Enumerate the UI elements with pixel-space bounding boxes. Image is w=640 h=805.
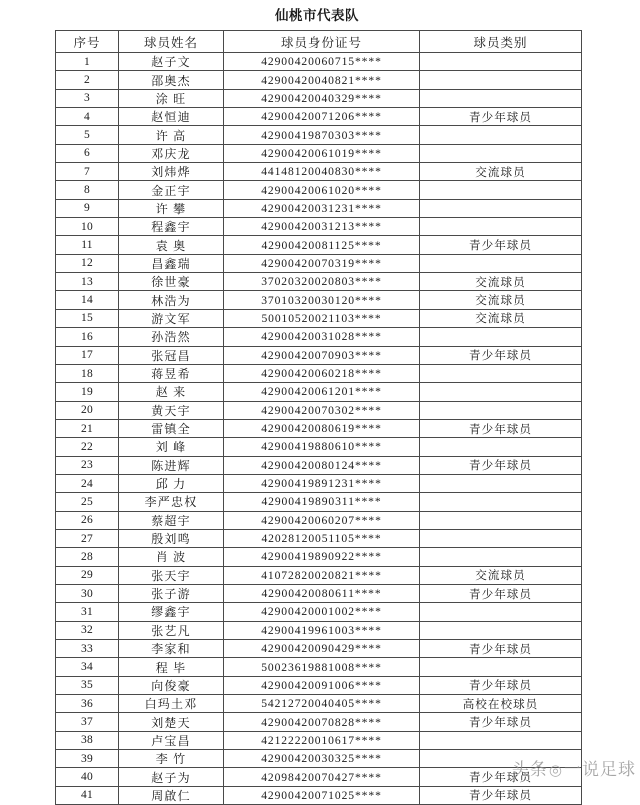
table-row: [56, 419, 582, 437]
cell-name: 刘楚天: [119, 713, 224, 731]
cell-index: 11: [56, 236, 119, 254]
cell-category: 青少年球员: [420, 640, 582, 658]
cell-index: 3: [56, 89, 119, 107]
table-row: [56, 750, 582, 768]
cell-index: 9: [56, 199, 119, 217]
cell-name: 林浩为: [119, 291, 224, 309]
cell-name: 许 攀: [119, 199, 224, 217]
table-row: [56, 89, 582, 107]
cell-category: 交流球员: [420, 309, 582, 327]
cell-category: 交流球员: [420, 273, 582, 291]
cell-name: 刘炜烨: [119, 163, 224, 181]
cell-name: 刘 峰: [119, 438, 224, 456]
cell-name: 殷刘鸣: [119, 529, 224, 547]
cell-id: 42900420070828****: [224, 713, 420, 731]
cell-category: [420, 71, 582, 89]
column-header-name: 球员姓名: [119, 31, 224, 53]
cell-category: 交流球员: [420, 291, 582, 309]
cell-index: 7: [56, 163, 119, 181]
cell-index: 5: [56, 126, 119, 144]
cell-id: 42900420030325****: [224, 750, 420, 768]
cell-name: 蒋昱希: [119, 364, 224, 382]
cell-id: 42900420070903****: [224, 346, 420, 364]
table-row: [56, 346, 582, 364]
cell-name: 缪鑫宇: [119, 603, 224, 621]
cell-id: 42900420060218****: [224, 364, 420, 382]
cell-index: 19: [56, 383, 119, 401]
cell-category: [420, 493, 582, 511]
cell-category: 青少年球员: [420, 108, 582, 126]
cell-name: 蔡超宇: [119, 511, 224, 529]
cell-index: 12: [56, 254, 119, 272]
cell-category: [420, 511, 582, 529]
roster-table-container: [55, 30, 581, 805]
page-title: 仙桃市代表队: [275, 8, 359, 23]
cell-category: [420, 144, 582, 162]
cell-name: 陈进辉: [119, 456, 224, 474]
cell-name: 昌鑫瑞: [119, 254, 224, 272]
table-row: [56, 768, 582, 786]
table-row: [56, 658, 582, 676]
column-header-id: 球员身份证号: [224, 31, 420, 53]
cell-id: 42900419870303****: [224, 126, 420, 144]
cell-index: 32: [56, 621, 119, 639]
cell-id: 50010520021103****: [224, 309, 420, 327]
table-row: [56, 218, 582, 236]
cell-index: 4: [56, 108, 119, 126]
cell-index: 34: [56, 658, 119, 676]
cell-category: 青少年球员: [420, 346, 582, 364]
table-header: [56, 31, 582, 53]
cell-index: 20: [56, 401, 119, 419]
cell-name: 袁 奥: [119, 236, 224, 254]
cell-name: 张子游: [119, 584, 224, 602]
cell-id: 42900420061019****: [224, 144, 420, 162]
table-row: [56, 640, 582, 658]
cell-id: 42900420040329****: [224, 89, 420, 107]
cell-id: 42900420061201****: [224, 383, 420, 401]
cell-index: 29: [56, 566, 119, 584]
watermark-logo-icon: ◎: [548, 763, 563, 779]
cell-id: 42900420031213****: [224, 218, 420, 236]
table-row: [56, 401, 582, 419]
table-row: [56, 786, 582, 804]
cell-name: 许 高: [119, 126, 224, 144]
cell-name: 周啟仁: [119, 786, 224, 804]
cell-category: [420, 474, 582, 492]
cell-name: 邵奥杰: [119, 71, 224, 89]
cell-name: 肖 波: [119, 548, 224, 566]
cell-index: 38: [56, 731, 119, 749]
cell-id: 42900420080124****: [224, 456, 420, 474]
cell-name: 程鑫宇: [119, 218, 224, 236]
cell-category: [420, 254, 582, 272]
table-row: [56, 548, 582, 566]
cell-id: 42900419890922****: [224, 548, 420, 566]
cell-category: [420, 328, 582, 346]
cell-category: [420, 621, 582, 639]
player-roster-table: [55, 30, 582, 805]
cell-index: 24: [56, 474, 119, 492]
table-row: [56, 108, 582, 126]
table-row: [56, 71, 582, 89]
cell-category: [420, 199, 582, 217]
cell-id: 42900419880610****: [224, 438, 420, 456]
cell-index: 14: [56, 291, 119, 309]
cell-category: [420, 731, 582, 749]
cell-category: 青少年球员: [420, 786, 582, 804]
cell-id: 37020320020803****: [224, 273, 420, 291]
cell-category: [420, 89, 582, 107]
cell-id: 42900420070302****: [224, 401, 420, 419]
table-row: [56, 199, 582, 217]
table-body: [56, 53, 582, 805]
cell-category: [420, 529, 582, 547]
cell-id: 50023619881008****: [224, 658, 420, 676]
table-row: [56, 474, 582, 492]
cell-category: 青少年球员: [420, 419, 582, 437]
cell-index: 41: [56, 786, 119, 804]
cell-category: 青少年球员: [420, 236, 582, 254]
cell-index: 22: [56, 438, 119, 456]
cell-name: 李严忠权: [119, 493, 224, 511]
cell-index: 6: [56, 144, 119, 162]
cell-index: 8: [56, 181, 119, 199]
cell-index: 26: [56, 511, 119, 529]
cell-category: 青少年球员: [420, 584, 582, 602]
table-header-row: [56, 31, 582, 53]
cell-category: [420, 548, 582, 566]
cell-index: 27: [56, 529, 119, 547]
cell-id: 44148120040830****: [224, 163, 420, 181]
cell-id: 42900420031028****: [224, 328, 420, 346]
cell-index: 40: [56, 768, 119, 786]
cell-id: 42900420061020****: [224, 181, 420, 199]
table-row: [56, 695, 582, 713]
cell-name: 张天宇: [119, 566, 224, 584]
cell-category: 青少年球员: [420, 768, 582, 786]
cell-name: 卢宝昌: [119, 731, 224, 749]
table-row: [56, 291, 582, 309]
cell-id: 42900420080611****: [224, 584, 420, 602]
cell-index: 33: [56, 640, 119, 658]
cell-id: 42900420001002****: [224, 603, 420, 621]
cell-index: 39: [56, 750, 119, 768]
cell-name: 孙浩然: [119, 328, 224, 346]
cell-id: 42900420090429****: [224, 640, 420, 658]
cell-name: 邱 力: [119, 474, 224, 492]
cell-name: 赵子为: [119, 768, 224, 786]
cell-category: 青少年球员: [420, 676, 582, 694]
cell-category: 青少年球员: [420, 456, 582, 474]
table-row: [56, 676, 582, 694]
cell-category: [420, 126, 582, 144]
cell-index: 1: [56, 53, 119, 71]
table-row: [56, 254, 582, 272]
cell-index: 28: [56, 548, 119, 566]
table-row: [56, 163, 582, 181]
table-row: [56, 364, 582, 382]
table-row: [56, 328, 582, 346]
cell-category: 交流球员: [420, 163, 582, 181]
cell-index: 15: [56, 309, 119, 327]
table-row: [56, 273, 582, 291]
cell-name: 赵恒迪: [119, 108, 224, 126]
table-row: [56, 144, 582, 162]
table-row: [56, 456, 582, 474]
cell-index: 23: [56, 456, 119, 474]
cell-index: 25: [56, 493, 119, 511]
cell-category: 交流球员: [420, 566, 582, 584]
cell-name: 程 毕: [119, 658, 224, 676]
cell-id: 42900419961003****: [224, 621, 420, 639]
cell-category: [420, 438, 582, 456]
cell-name: 李家和: [119, 640, 224, 658]
cell-name: 张冠昌: [119, 346, 224, 364]
cell-name: 游文军: [119, 309, 224, 327]
table-row: [56, 529, 582, 547]
cell-id: 42900420070319****: [224, 254, 420, 272]
cell-category: [420, 181, 582, 199]
table-row: [56, 566, 582, 584]
cell-index: 30: [56, 584, 119, 602]
cell-name: 涂 旺: [119, 89, 224, 107]
cell-id: 42900420060207****: [224, 511, 420, 529]
cell-id: 41072820020821****: [224, 566, 420, 584]
cell-name: 白玛土邓: [119, 695, 224, 713]
cell-name: 李 竹: [119, 750, 224, 768]
cell-index: 18: [56, 364, 119, 382]
cell-index: 13: [56, 273, 119, 291]
cell-category: [420, 383, 582, 401]
table-row: [56, 731, 582, 749]
cell-category: [420, 401, 582, 419]
cell-category: 高校在校球员: [420, 695, 582, 713]
table-row: [56, 383, 582, 401]
cell-category: [420, 750, 582, 768]
watermark-suffix: 一说足球: [564, 760, 636, 779]
cell-id: 42900420031231****: [224, 199, 420, 217]
cell-id: 42900420040821****: [224, 71, 420, 89]
cell-index: 10: [56, 218, 119, 236]
table-row: [56, 603, 582, 621]
table-row: [56, 236, 582, 254]
column-header-index: 序号: [56, 31, 119, 53]
cell-name: 赵子文: [119, 53, 224, 71]
cell-index: 36: [56, 695, 119, 713]
cell-id: 42900419890311****: [224, 493, 420, 511]
table-row: [56, 511, 582, 529]
table-row: [56, 713, 582, 731]
cell-id: 54212720040405****: [224, 695, 420, 713]
cell-category: [420, 603, 582, 621]
cell-id: 37010320030120****: [224, 291, 420, 309]
table-row: [56, 309, 582, 327]
cell-category: [420, 53, 582, 71]
cell-id: 42098420070427****: [224, 768, 420, 786]
cell-category: [420, 658, 582, 676]
table-row: [56, 621, 582, 639]
cell-name: 邓庆龙: [119, 144, 224, 162]
table-row: [56, 126, 582, 144]
cell-name: 黄天宇: [119, 401, 224, 419]
cell-name: 张艺凡: [119, 621, 224, 639]
table-row: [56, 438, 582, 456]
cell-index: 37: [56, 713, 119, 731]
cell-index: 17: [56, 346, 119, 364]
cell-id: 42900420091006****: [224, 676, 420, 694]
cell-id: 42900420071206****: [224, 108, 420, 126]
cell-name: 向俊豪: [119, 676, 224, 694]
table-row: [56, 584, 582, 602]
cell-index: 31: [56, 603, 119, 621]
table-row: [56, 53, 582, 71]
table-row: [56, 181, 582, 199]
cell-id: 42122220010617****: [224, 731, 420, 749]
cell-name: 赵 来: [119, 383, 224, 401]
cell-id: 42900419891231****: [224, 474, 420, 492]
cell-id: 42900420080619****: [224, 419, 420, 437]
cell-category: [420, 218, 582, 236]
cell-id: 42900420060715****: [224, 53, 420, 71]
cell-name: 金正宇: [119, 181, 224, 199]
cell-index: 16: [56, 328, 119, 346]
cell-index: 35: [56, 676, 119, 694]
cell-category: [420, 364, 582, 382]
cell-id: 42028120051105****: [224, 529, 420, 547]
cell-index: 2: [56, 71, 119, 89]
cell-id: 42900420071025****: [224, 786, 420, 804]
column-header-category: 球员类别: [420, 31, 582, 53]
cell-name: 徐世豪: [119, 273, 224, 291]
cell-name: 雷镇全: [119, 419, 224, 437]
table-row: [56, 493, 582, 511]
watermark-prefix: 头条: [511, 760, 548, 779]
cell-index: 21: [56, 419, 119, 437]
cell-category: 青少年球员: [420, 713, 582, 731]
cell-id: 42900420081125****: [224, 236, 420, 254]
